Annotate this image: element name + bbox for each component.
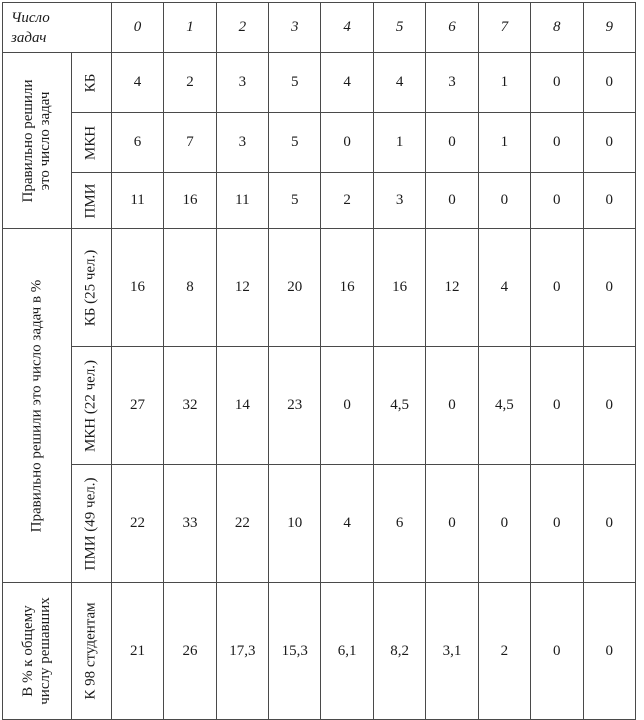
table-cell: 5 <box>269 113 321 173</box>
row-label-text: КБ (25 чел.) <box>82 249 99 326</box>
table-cell: 0 <box>531 583 583 720</box>
table-cell: 0 <box>531 53 583 113</box>
table-cell: 6 <box>111 113 163 173</box>
group-label-text <box>20 61 54 221</box>
table-cell: 0 <box>426 173 478 229</box>
column-header-4: 4 <box>321 3 373 53</box>
table-cell: 4 <box>321 465 373 583</box>
group-label-line1: Правильно решили <box>19 79 36 202</box>
row-label <box>71 53 111 113</box>
table-cell: 8,2 <box>373 583 425 720</box>
group-label-text <box>28 237 45 575</box>
table-cell: 26 <box>164 583 216 720</box>
table-row <box>3 113 636 173</box>
table-cell: 1 <box>478 113 530 173</box>
row-label <box>71 229 111 347</box>
table-cell: 0 <box>531 173 583 229</box>
corner-header-line1: Число <box>11 9 50 26</box>
group-label <box>3 229 72 583</box>
table-cell: 4 <box>373 53 425 113</box>
group-label-line1: Правильно решили это число задач в % <box>28 279 45 532</box>
table-row <box>3 229 636 347</box>
table-cell: 22 <box>111 465 163 583</box>
table-cell: 22 <box>216 465 268 583</box>
table-cell: 0 <box>583 113 636 173</box>
table-cell: 4,5 <box>478 347 530 465</box>
table-cell: 16 <box>321 229 373 347</box>
table-cell: 3,1 <box>426 583 478 720</box>
table-cell: 32 <box>164 347 216 465</box>
corner-header-line2: задач <box>11 29 47 46</box>
table-cell: 11 <box>216 173 268 229</box>
column-header-9: 9 <box>583 3 636 53</box>
column-header-0: 0 <box>111 3 163 53</box>
group-label <box>3 53 72 229</box>
table-cell: 0 <box>426 113 478 173</box>
table-cell: 0 <box>583 583 636 720</box>
table-cell: 3 <box>216 53 268 113</box>
table-row <box>3 583 636 720</box>
table-row <box>3 347 636 465</box>
table-cell: 7 <box>164 113 216 173</box>
column-header-3: 3 <box>269 3 321 53</box>
row-label-text: МКН <box>82 125 99 160</box>
results-table <box>2 2 636 720</box>
table-cell: 0 <box>426 347 478 465</box>
table-cell: 6,1 <box>321 583 373 720</box>
table-cell: 33 <box>164 465 216 583</box>
row-label-text: МКН (22 чел.) <box>82 359 99 452</box>
table-cell: 2 <box>321 173 373 229</box>
table-cell: 0 <box>583 347 636 465</box>
table-cell: 0 <box>478 173 530 229</box>
group-label-line2: это число задач <box>36 91 53 190</box>
table-cell: 14 <box>216 347 268 465</box>
row-label-text: ПМИ (49 чел.) <box>82 477 99 570</box>
row-label-text: ПМИ <box>82 182 99 219</box>
table-cell: 2 <box>478 583 530 720</box>
column-header-8: 8 <box>531 3 583 53</box>
row-label-text: КБ <box>82 73 99 92</box>
table-cell: 4 <box>111 53 163 113</box>
group-label-line1: В % к общему <box>19 605 36 697</box>
column-header-2: 2 <box>216 3 268 53</box>
table-cell: 0 <box>531 347 583 465</box>
table-cell: 0 <box>426 465 478 583</box>
table-cell: 15,3 <box>269 583 321 720</box>
row-label <box>71 583 111 720</box>
table-cell: 6 <box>373 465 425 583</box>
row-label <box>71 113 111 173</box>
table-cell: 16 <box>111 229 163 347</box>
table-cell: 17,3 <box>216 583 268 720</box>
table-row <box>3 173 636 229</box>
table-cell: 8 <box>164 229 216 347</box>
table-cell: 10 <box>269 465 321 583</box>
header-row <box>3 3 636 53</box>
column-header-6: 6 <box>426 3 478 53</box>
table-cell: 0 <box>583 53 636 113</box>
group-label-text <box>20 591 54 712</box>
table-cell: 0 <box>531 465 583 583</box>
table-cell: 12 <box>426 229 478 347</box>
table-cell: 0 <box>478 465 530 583</box>
table-cell: 0 <box>321 347 373 465</box>
table-cell: 3 <box>426 53 478 113</box>
table-cell: 3 <box>216 113 268 173</box>
table-cell: 1 <box>478 53 530 113</box>
table-cell: 0 <box>583 173 636 229</box>
row-label-text: К 98 студентам <box>82 602 99 700</box>
table-cell: 1 <box>373 113 425 173</box>
table-cell: 0 <box>321 113 373 173</box>
table-cell: 0 <box>531 113 583 173</box>
table-row <box>3 465 636 583</box>
corner-header <box>3 3 112 53</box>
table-cell: 4,5 <box>373 347 425 465</box>
table-row <box>3 53 636 113</box>
table-cell: 0 <box>531 229 583 347</box>
table-cell: 5 <box>269 173 321 229</box>
table-cell: 27 <box>111 347 163 465</box>
table-cell: 0 <box>583 229 636 347</box>
table-cell: 23 <box>269 347 321 465</box>
row-label <box>71 173 111 229</box>
table-cell: 12 <box>216 229 268 347</box>
table-cell: 21 <box>111 583 163 720</box>
table-cell: 16 <box>373 229 425 347</box>
column-header-5: 5 <box>373 3 425 53</box>
column-header-1: 1 <box>164 3 216 53</box>
table-cell: 11 <box>111 173 163 229</box>
table-cell: 4 <box>478 229 530 347</box>
row-label <box>71 465 111 583</box>
table-cell: 5 <box>269 53 321 113</box>
row-label <box>71 347 111 465</box>
table-cell: 2 <box>164 53 216 113</box>
table-cell: 3 <box>373 173 425 229</box>
group-label-line2: числу решавших <box>36 597 53 705</box>
table-cell: 0 <box>583 465 636 583</box>
group-label <box>3 583 72 720</box>
table-cell: 20 <box>269 229 321 347</box>
table-cell: 4 <box>321 53 373 113</box>
table-cell: 16 <box>164 173 216 229</box>
column-header-7: 7 <box>478 3 530 53</box>
